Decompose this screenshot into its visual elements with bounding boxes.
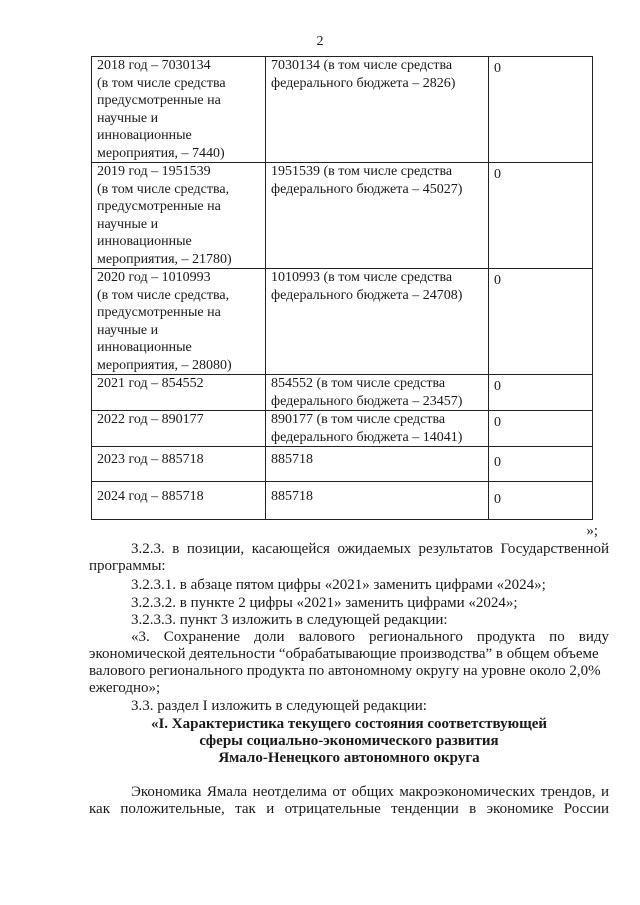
other-sources-cell: 0: [489, 163, 593, 269]
regional-budget-cell: 890177 (в том числе средства федерального бюджета – 14041): [266, 411, 489, 447]
paragraph-3-2-3-1: 3.2.3.1. в абзаце пятом цифры «2021» заменить цифрами «2024»;: [131, 577, 546, 593]
other-sources-cell: 0: [489, 375, 593, 411]
year-cell: 2024 год – 885718: [92, 482, 266, 520]
other-sources-cell: 0: [489, 411, 593, 447]
table-row: [92, 269, 593, 375]
section-heading-line1: «I. Характеристика текущего состояния соответствующей: [150, 716, 548, 732]
regional-budget-cell: 7030134 (в том числе средства федерального бюджета – 2826): [266, 57, 489, 163]
year-cell: 2022 год – 890177: [92, 411, 266, 447]
regional-budget-cell: 1010993 (в том числе средства федерального бюджета – 24708): [266, 269, 489, 375]
other-sources-cell: 0: [489, 482, 593, 520]
table-row: [92, 411, 593, 447]
paragraph-3-3: 3.3. раздел I изложить в следующей редакции:: [131, 698, 427, 714]
quoted-item-3-line3: валового регионального продукта по автономному округу на уровне около 2,0%: [89, 663, 601, 679]
regional-budget-cell: 885718: [266, 447, 489, 482]
budget-table: [91, 56, 593, 520]
paragraph-3-2-3: 3.2.3. в позиции, касающейся ожидаемых результатов Государственной: [131, 541, 609, 557]
paragraph-3-2-3-3: 3.2.3.3. пункт 3 изложить в следующей редакции:: [131, 612, 448, 628]
year-cell: 2020 год – 1010993 (в том числе средства, предусмотренные на научные и инновационные мероприятия, – 28080): [92, 269, 266, 375]
paragraph-3-2-3-2: 3.2.3.2. в пункте 2 цифры «2021» заменить цифрами «2024»;: [131, 595, 518, 611]
table-row: [92, 375, 593, 411]
year-cell: 2021 год – 854552: [92, 375, 266, 411]
regional-budget-cell: 1951539 (в том числе средства федерального бюджета – 45027): [266, 163, 489, 269]
body-paragraph: Экономика Ямала неотделима от общих макроэкономических трендов, и: [131, 784, 609, 800]
table-row: [92, 57, 593, 163]
closing-quote: »;: [586, 523, 598, 539]
regional-budget-cell: 885718: [266, 482, 489, 520]
section-heading-line3: Ямало-Ненецкого автономного округа: [218, 750, 480, 766]
quoted-item-3-line2: экономической деятельности “обрабатывающие производства” в общем объеме: [89, 646, 599, 662]
section-heading-line2: сферы социально-экономического развития: [199, 733, 499, 749]
body-paragraph-line2: как положительные, так и отрицательные тенденции в экономике России: [89, 801, 609, 817]
table-row: [92, 447, 593, 482]
quoted-item-3-line4: ежегодно»;: [89, 680, 161, 696]
paragraph-3-2-3-continued: программы:: [89, 558, 166, 574]
other-sources-cell: 0: [489, 269, 593, 375]
other-sources-cell: 0: [489, 57, 593, 163]
regional-budget-cell: 854552 (в том числе средства федерального бюджета – 23457): [266, 375, 489, 411]
page-number: 2: [316, 34, 324, 49]
year-cell: 2023 год – 885718: [92, 447, 266, 482]
table-row: [92, 163, 593, 269]
year-cell: 2019 год – 1951539 (в том числе средства, предусмотренные на научные и инновационные мероприятия, – 21780): [92, 163, 266, 269]
other-sources-cell: 0: [489, 447, 593, 482]
table-row: [92, 482, 593, 520]
quoted-item-3: «3. Сохранение доли валового регионального продукта по виду: [131, 629, 609, 645]
year-cell: 2018 год – 7030134 (в том числе средства предусмотренные на научные и инновационные мероприятия, – 7440): [92, 57, 266, 163]
